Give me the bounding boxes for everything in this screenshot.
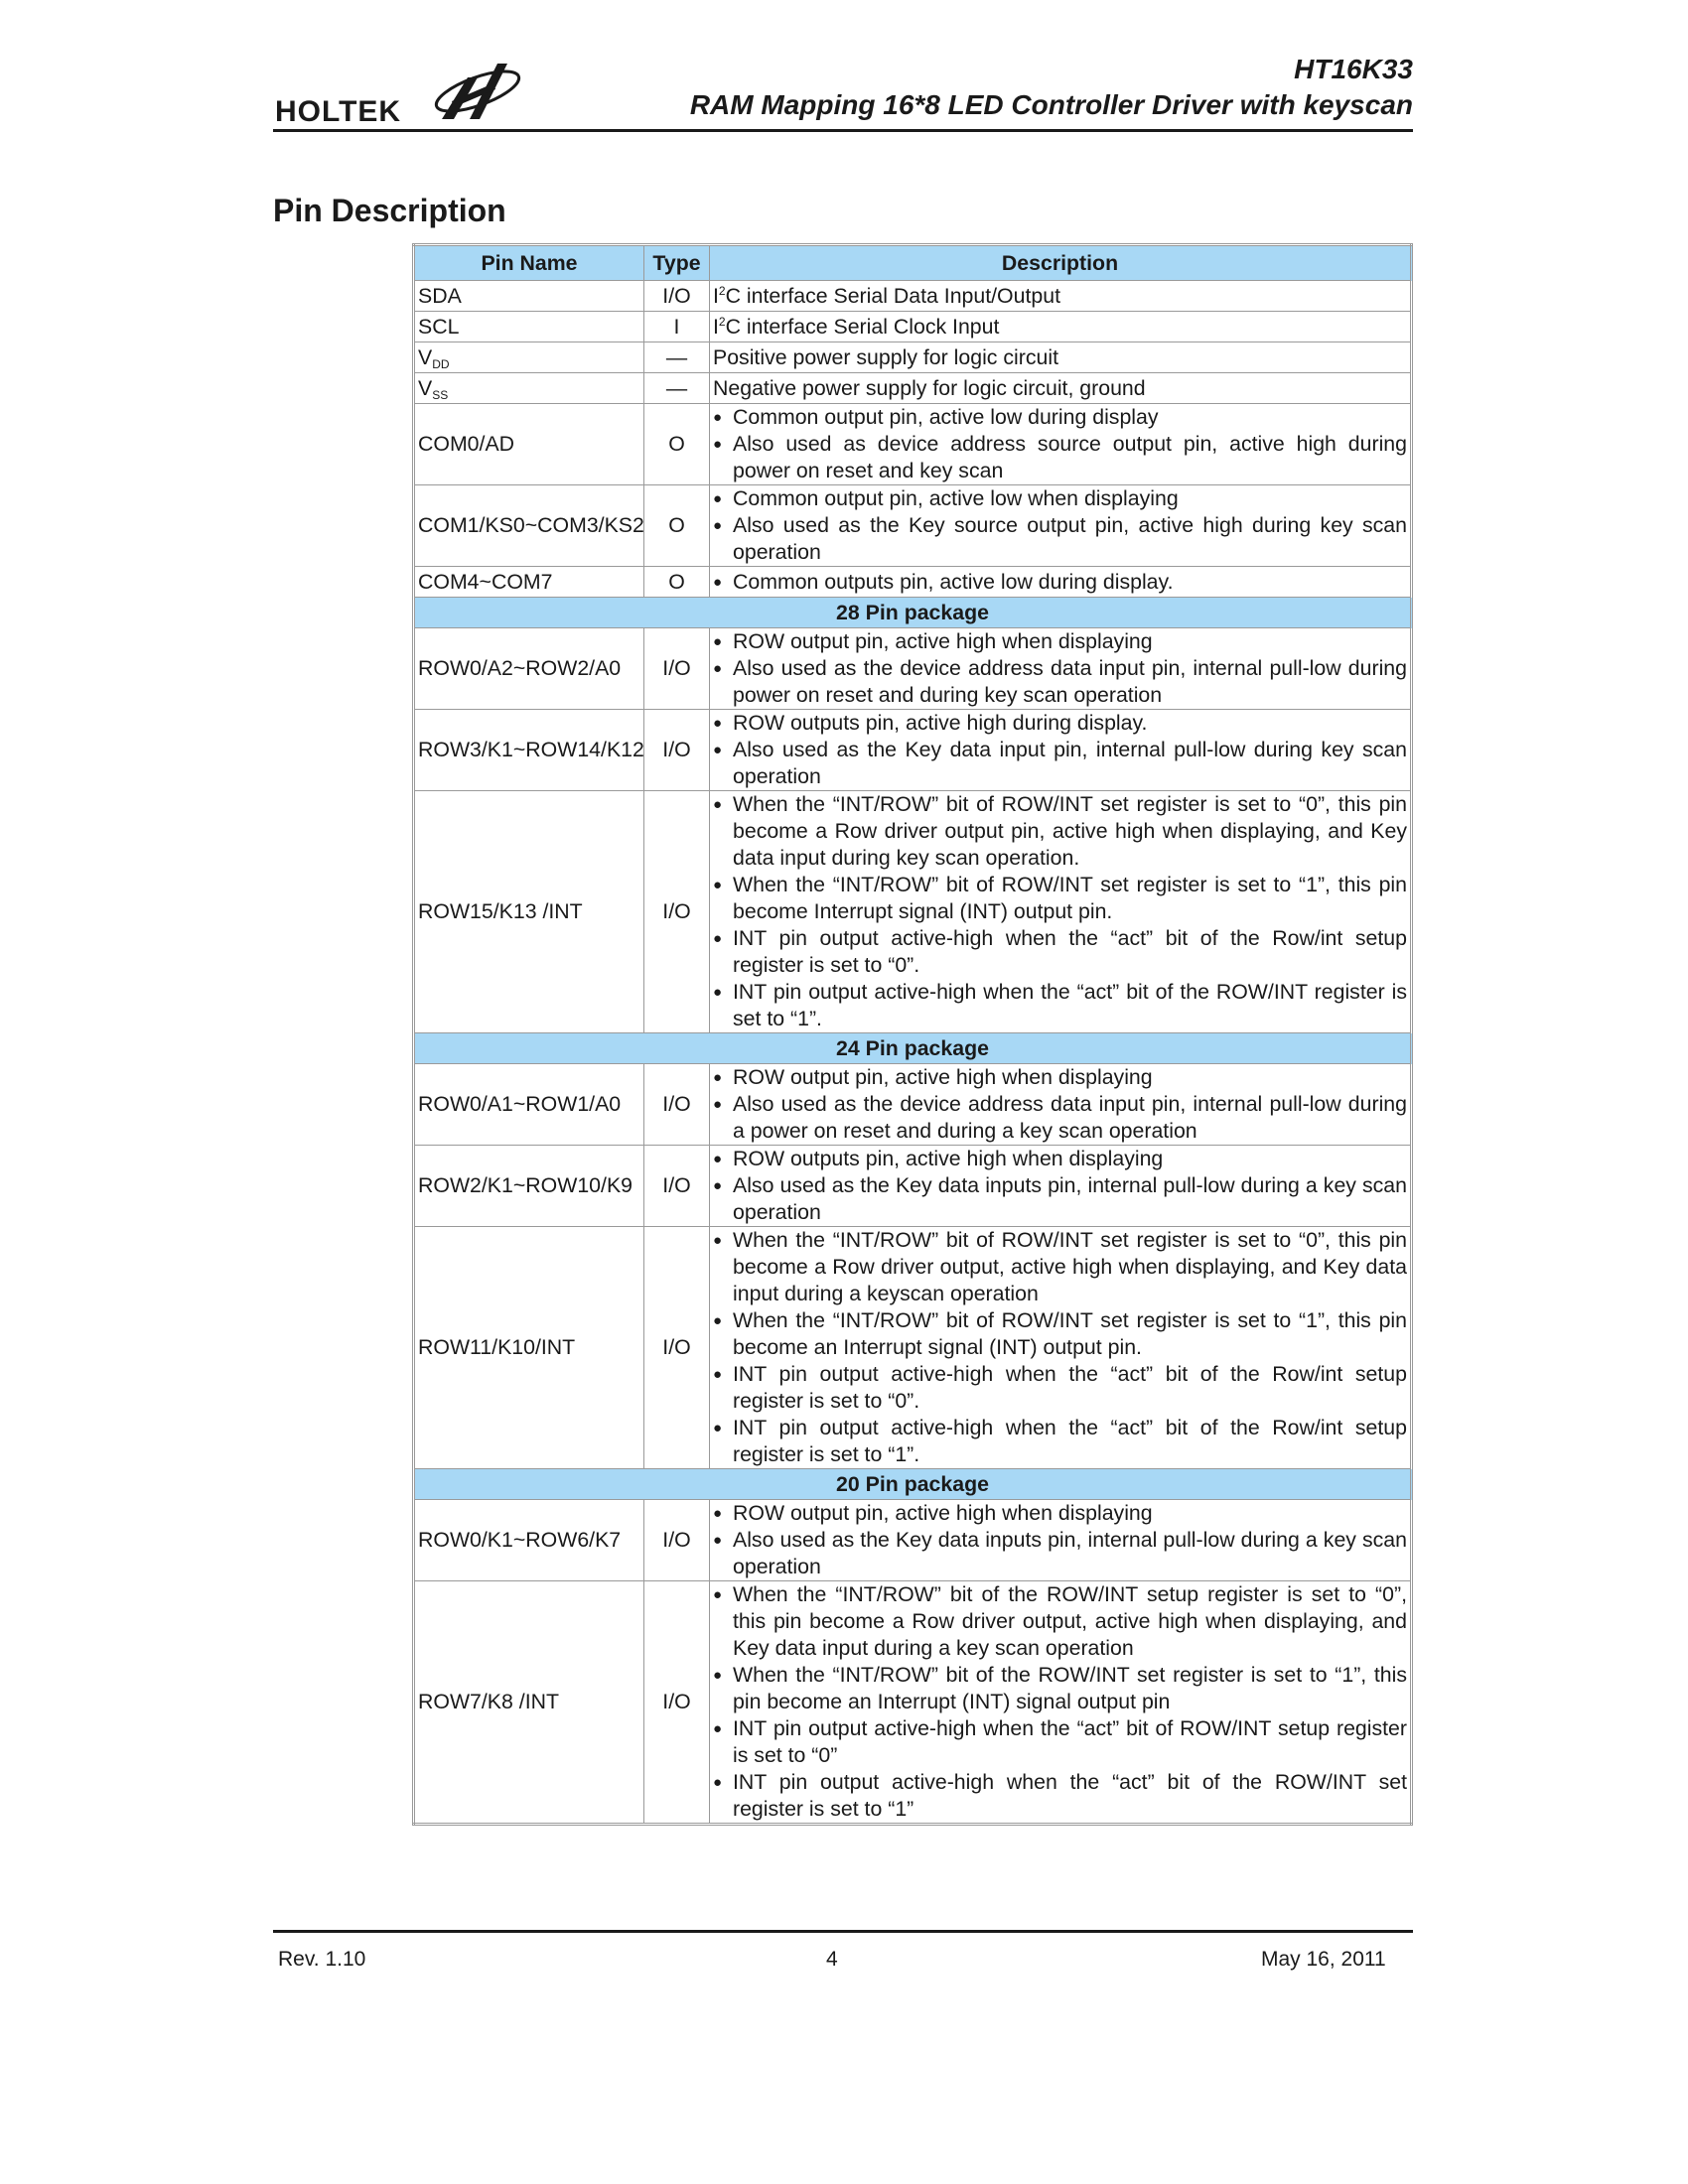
bullet-item: ● When the “INT/ROW” bit of ROW/INT set register is set to “1”, this pin become Interrupt signal (INT) output pin. (713, 872, 1407, 925)
table-row (414, 1146, 1412, 1227)
pin-description (710, 1227, 1412, 1469)
table-row (414, 373, 1412, 404)
bullet-item: ● Common output pin, active low during display (713, 404, 1407, 431)
section-title: Pin Description (273, 193, 506, 228)
package-header-20 (414, 1469, 1412, 1500)
pin-type: I/O (644, 1581, 710, 1825)
bullet-item: ● INT pin output active-high when the “act” bit of the Row/int setup register is set to “0”. (713, 925, 1407, 979)
bullet-item: ● Common output pin, active low when displaying (713, 485, 1407, 512)
bullet-item: ● When the “INT/ROW” bit of ROW/INT set register is set to “0”, this pin become a Row driver output pin, active high when displaying, and Key data input during key scan operation. (713, 791, 1407, 872)
pin-description (710, 1146, 1412, 1227)
pin-name: ROW3/K1~ROW14/K12 (414, 710, 644, 791)
table-header-row (414, 245, 1412, 281)
pin-description (710, 710, 1412, 791)
pin-name: COM4~COM7 (414, 567, 644, 598)
pin-description (710, 1500, 1412, 1581)
pin-type: I/O (644, 710, 710, 791)
pin-type: — (644, 373, 710, 404)
table-row (414, 342, 1412, 373)
pin-description (710, 791, 1412, 1033)
pin-name: COM0/AD (414, 404, 644, 485)
package-label: 28 Pin package (414, 598, 1412, 628)
footer-date: May 16, 2011 (1261, 1948, 1386, 1971)
logo-text: HOLTEK (275, 95, 402, 128)
bullet-item: ● INT pin output active-high when the “act” bit of the Row/int setup register is set to “1”. (713, 1415, 1407, 1468)
table-row (414, 710, 1412, 791)
bullet-item: ● ROW output pin, active high when displaying (713, 1064, 1407, 1091)
document-title: RAM Mapping 16*8 LED Controller Driver with keyscan (689, 89, 1413, 120)
pin-type: I/O (644, 1500, 710, 1581)
pin-description-table (412, 243, 1413, 1826)
pin-description: $I^2C$ interface Serial Data Input/Output (710, 281, 1412, 312)
pin-name: ROW0/A1~ROW1/A0 (414, 1064, 644, 1146)
pin-type: I/O (644, 281, 710, 312)
footer-divider (273, 1930, 1413, 1933)
pin-description (710, 1064, 1412, 1146)
table-row (414, 791, 1412, 1033)
bullet-item: ● Also used as the Key data input pin, internal pull-low during key scan operation (713, 737, 1407, 790)
table-row (414, 567, 1412, 598)
bullet-item: ● When the “INT/ROW” bit of the ROW/INT setup register is set to “0”, this pin become a Row driver output, active high when displaying, and Key data input during a key scan operation (713, 1581, 1407, 1662)
bullet-item: ● Common outputs pin, active low during display. (713, 569, 1407, 596)
bullet-item: ● INT pin output active-high when the “act” bit of the ROW/INT set register is set to “1” (713, 1769, 1407, 1823)
pin-name: SCL (414, 312, 644, 342)
bullet-item: ● Also used as device address source output pin, active high during power on reset and key scan (713, 431, 1407, 484)
bullet-item: ● Also used as the device address data input pin, internal pull-low during power on reset and during key scan operation (713, 655, 1407, 709)
pin-description: Negative power supply for logic circuit, ground (710, 373, 1412, 404)
pin-name: SDA (414, 281, 644, 312)
table-row (414, 1227, 1412, 1469)
document-id: HT16K33 (1294, 54, 1413, 84)
pin-name: $V_{DD}$ (414, 342, 644, 373)
pin-type: O (644, 567, 710, 598)
pin-description: Positive power supply for logic circuit (710, 342, 1412, 373)
holtek-logo (275, 58, 523, 128)
bullet-item: ● ROW output pin, active high when displaying (713, 1500, 1407, 1527)
bullet-item: ● Also used as the Key source output pin, active high during key scan operation (713, 512, 1407, 566)
bullet-item: ● ROW output pin, active high when displaying (713, 628, 1407, 655)
footer-page-number: 4 (826, 1948, 838, 1971)
table-row (414, 312, 1412, 342)
header-pin-name: Pin Name (414, 245, 644, 281)
footer-revision: Rev. 1.10 (278, 1948, 366, 1971)
table-row (414, 281, 1412, 312)
bullet-item: ● When the “INT/ROW” bit of ROW/INT set register is set to “1”, this pin become an Interrupt signal (INT) output pin. (713, 1307, 1407, 1361)
table-row (414, 628, 1412, 710)
package-label: 24 Pin package (414, 1033, 1412, 1064)
pin-description (710, 628, 1412, 710)
bullet-item: ● Also used as the device address data input pin, internal pull-low during a power on reset and during a key scan operation (713, 1091, 1407, 1145)
package-header-28 (414, 598, 1412, 628)
bullet-item: ● INT pin output active-high when the “act” bit of the Row/int setup register is set to “0”. (713, 1361, 1407, 1415)
bullet-item: ● Also used as the Key data inputs pin, internal pull-low during a key scan operation (713, 1527, 1407, 1580)
pin-type: O (644, 485, 710, 567)
pin-name: ROW7/K8 /INT (414, 1581, 644, 1825)
page-header (273, 52, 1413, 132)
pin-description (710, 404, 1412, 485)
table-row (414, 1500, 1412, 1581)
pin-name: ROW0/A2~ROW2/A0 (414, 628, 644, 710)
bullet-item: ● INT pin output active-high when the “act” bit of ROW/INT setup register is set to “0” (713, 1715, 1407, 1769)
table-row (414, 1064, 1412, 1146)
pin-name: ROW15/K13 /INT (414, 791, 644, 1033)
pin-name: ROW11/K10/INT (414, 1227, 644, 1469)
table-row (414, 1581, 1412, 1825)
bullet-item: ● ROW outputs pin, active high during display. (713, 710, 1407, 737)
pin-name: $V_{SS}$ (414, 373, 644, 404)
pin-type: O (644, 404, 710, 485)
bullet-item: ● INT pin output active-high when the “act” bit of the ROW/INT register is set to “1”. (713, 979, 1407, 1032)
table-row (414, 485, 1412, 567)
header-type: Type (644, 245, 710, 281)
pin-type: I/O (644, 1227, 710, 1469)
pin-type: I/O (644, 791, 710, 1033)
table-row (414, 404, 1412, 485)
pin-name: ROW0/K1~ROW6/K7 (414, 1500, 644, 1581)
header-description: Description (710, 245, 1412, 281)
pin-type: I (644, 312, 710, 342)
package-header-24 (414, 1033, 1412, 1064)
bullet-item: ● When the “INT/ROW” bit of the ROW/INT set register is set to “1”, this pin become an Interrupt (INT) signal output pin (713, 1662, 1407, 1715)
pin-description (710, 485, 1412, 567)
pin-type: I/O (644, 628, 710, 710)
bullet-item: ● When the “INT/ROW” bit of ROW/INT set register is set to “0”, this pin become a Row driver output, active high when displaying, and Key data input during a keyscan operation (713, 1227, 1407, 1307)
package-label: 20 Pin package (414, 1469, 1412, 1500)
bullet-item: ● Also used as the Key data inputs pin, internal pull-low during a key scan operation (713, 1172, 1407, 1226)
pin-name: ROW2/K1~ROW10/K9 (414, 1146, 644, 1227)
pin-description (710, 1581, 1412, 1825)
pin-description: $I^2C$ interface Serial Clock Input (710, 312, 1412, 342)
pin-name: COM1/KS0~COM3/KS2 (414, 485, 644, 567)
pin-type: — (644, 342, 710, 373)
holtek-logo-icon (424, 58, 523, 123)
pin-type: I/O (644, 1064, 710, 1146)
pin-description (710, 567, 1412, 598)
pin-type: I/O (644, 1146, 710, 1227)
bullet-item: ● ROW outputs pin, active high when displaying (713, 1146, 1407, 1172)
